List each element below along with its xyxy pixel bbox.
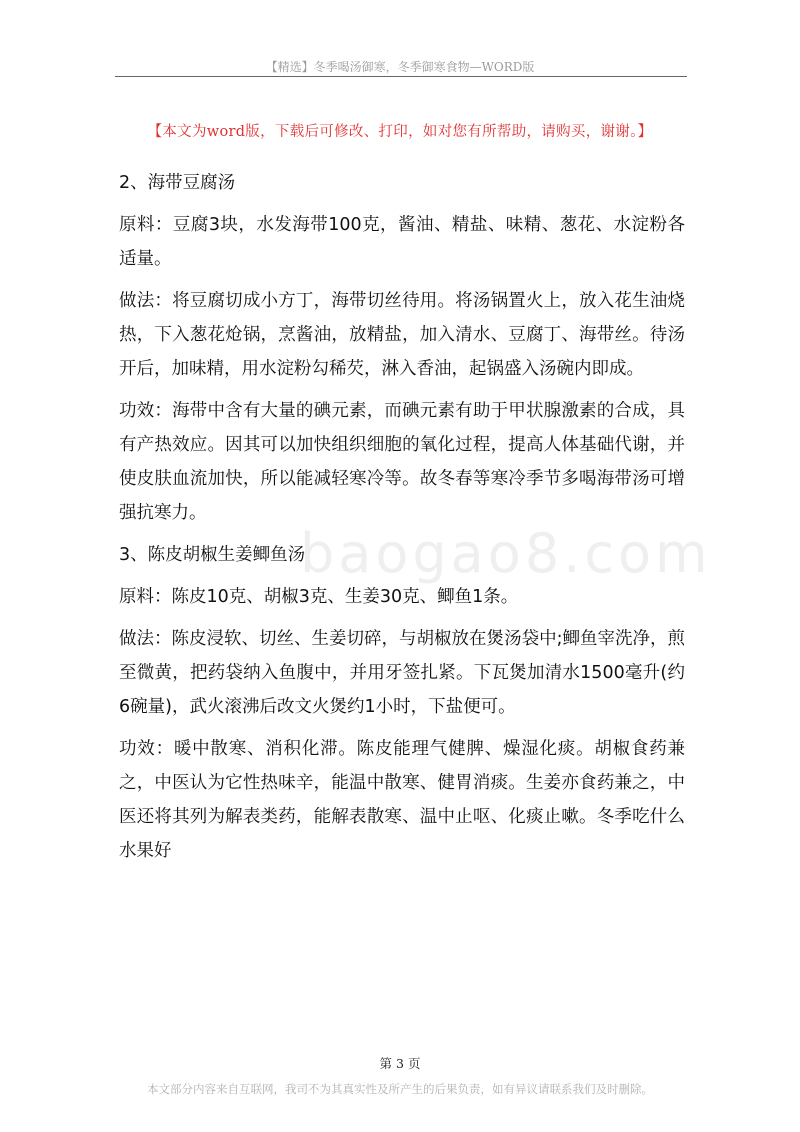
ingredients-paragraph: 原料：豆腐3块，水发海带100克，酱油、精盐、味精、葱花、水淀粉各适量。 [119,215,685,269]
header-divider [115,76,687,77]
page-number: 第 3 页 [379,1056,421,1071]
method-paragraph: 做法：陈皮浸软、切丝、生姜切碎，与胡椒放在煲汤袋中;鲫鱼宰洗净，煎至微黄，把药袋纳入鱼腹中，并用牙签扎紧。下瓦煲加清水1500毫升(约6碗量)，武火滚沸后改文火煲约1小时，下盐便可。 [119,629,685,717]
section-heading: 3、陈皮胡椒生姜鲫鱼汤 [119,545,306,565]
section-heading: 2、海带豆腐汤 [119,173,236,193]
purchase-notice: 【本文为word版，下载后可修改、打印，如对您有所帮助，请购买，谢谢。】 [147,124,653,140]
watermark: baogao8.com [300,522,712,585]
benefits-paragraph: 功效：海带中含有大量的碘元素，而碘元素有助于甲状腺激素的合成，具有产热效应。因其可以加快组织细胞的氧化过程，提高人体基础代谢，并使皮肤血流加快，所以能减轻寒冷等。故冬春等寒冷季节多喝海带汤可增强抗寒力。 [119,401,685,523]
page-header-title: 【精选】冬季喝汤御寒，冬季御寒食物—WORD版 [265,60,535,74]
ingredients-paragraph: 原料：陈皮10克、胡椒3克、生姜30克、鲫鱼1条。 [119,587,519,607]
benefits-paragraph: 功效：暖中散寒、消积化滞。陈皮能理气健脾、燥湿化痰。胡椒食药兼之，中医认为它性热味辛，能温中散寒、健胃消痰。生姜亦食药兼之，中医还将其列为解表类药，能解表散寒、温中止呕、化痰止嗽。冬季吃什么水果好 [119,739,685,861]
method-paragraph: 做法：将豆腐切成小方丁，海带切丝待用。将汤锅置火上，放入花生油烧热，下入葱花炝锅，烹酱油，放精盐，加入清水、豆腐丁、海带丝。待汤开后，加味精，用水淀粉勾稀芡，淋入香油，起锅盛入汤碗内即成。 [119,291,685,379]
footer-disclaimer: 本文部分内容来自互联网，我司不为其真实性及所产生的后果负责，如有异议请联系我们及时删除。 [147,1082,653,1096]
document-body [119,166,685,876]
